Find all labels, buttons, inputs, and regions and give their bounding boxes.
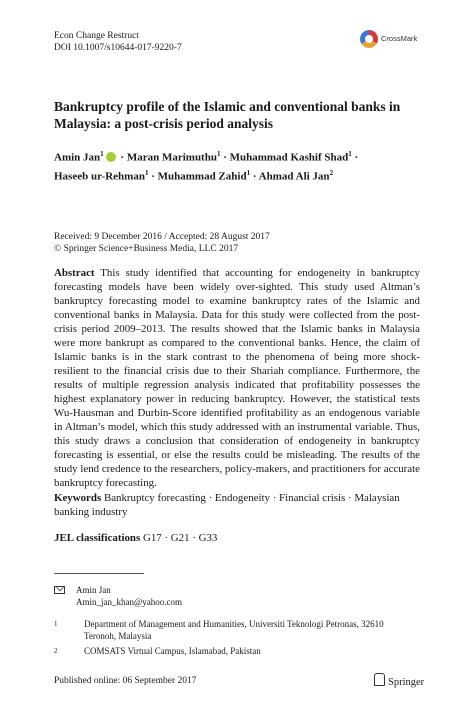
envelope-icon	[54, 586, 65, 594]
contact-email[interactable]: Amin_jan_khan@yahoo.com	[76, 597, 183, 607]
author-affil-sup: 2	[329, 168, 334, 177]
author-affil-sup: 1	[100, 150, 104, 158]
journal-name: Econ Change Restruct	[54, 31, 139, 41]
publisher-name: Springer	[388, 677, 425, 688]
abstract-text: This study identified that accounting for endogeneity in bankruptcy forecasting models have been widely over-sighted. This study used Altman’s bankruptcy forecasting model to examine bankruptcy rates of the Islamic and conventional banks in Malaysia. Data for this study were collected from the post-crisis period 2009–2013. The results showed that the Islamic banks in Malaysia were more bankrupt as compared to the conventional banks. Hence, the claim of Islamic banks is in the stark contrast to the phenomena of being more shock-resilient to the financial crisis due to their Shariah compliance. Furthermore, the results of multiple regression analysis indicated that profitability possesses the highest explanatory power in reducing bankruptcy. However, the statistical tests Wu-Hausman and Durbin-Score identified profitability as an endogenous variable in Altman’s model, which this study addressed with an instrumental variable. Thus, this study draws a conclusion that consideration of endogeneity in bankruptcy forecasting is essential, or else the results could be misleading. The results of the study lend credence to the researchers, policy-makers, and practitioners for accurate bankruptcy forecasting.	[54, 267, 420, 489]
author-name: Muhammad Kashif Shad	[229, 151, 349, 164]
springer-horse-icon	[374, 673, 385, 686]
author-name: Haseeb ur-Rehman	[54, 170, 145, 183]
author-name: Ahmad Ali Jan	[258, 170, 330, 183]
keywords-label: Keywords	[54, 492, 102, 504]
orcid-icon[interactable]	[106, 152, 116, 162]
crossmark-icon	[360, 30, 378, 48]
springer-logo	[374, 673, 424, 688]
author-name: Maran Marimuthu	[126, 151, 217, 164]
crossmark-label: CrossMark	[381, 34, 418, 43]
crossmark-badge[interactable]	[360, 30, 422, 52]
affiliation-2	[54, 645, 424, 659]
journal-header	[54, 30, 182, 54]
author-affil-sup: 1	[348, 150, 352, 158]
author-name: Amin Jan	[54, 151, 101, 164]
keywords-text: Bankruptcy forecasting · Endogeneity · Financial crisis · Malaysian banking industry	[54, 492, 400, 518]
author-affil-sup: 1	[216, 150, 221, 158]
jel-classifications	[54, 531, 420, 545]
affiliation-number: 2	[54, 647, 58, 655]
abstract	[54, 266, 420, 490]
author-list: Amin Jan$^1$ · Maran Marimuthu$^1$ · Muhammad Kashif Shad$^1$ · Haseeb ur-Rehman$^1$ · Muhammad Zahid$^1$ · Ahmad Ali Jan$^2$	[54, 150, 359, 183]
copyright: © Springer Science+Business Media, LLC 2017	[54, 244, 239, 254]
footnote-rule	[54, 573, 144, 574]
affiliation-text: COMSATS Virtual Campus, Islamabad, Pakistan	[84, 646, 261, 656]
dates-block	[54, 231, 424, 255]
author-name: Muhammad Zahid	[157, 170, 247, 183]
abstract-label: Abstract	[54, 267, 95, 279]
doi[interactable]: DOI 10.1007/s10644-017-9220-7	[54, 43, 182, 53]
affiliation-1	[54, 618, 424, 644]
author-affil-sup: 1	[246, 168, 251, 177]
published-online: Published online: 06 September 2017	[54, 676, 197, 686]
author-affil-sup: 1	[144, 168, 149, 177]
keywords	[54, 491, 420, 519]
jel-label: JEL classifications	[54, 532, 141, 544]
paper-title: Bankruptcy profile of the Islamic and conventional banks in Malaysia: a post-crisis period analysis	[54, 99, 401, 131]
received-accepted: Received: 9 December 2016 / Accepted: 28 August 2017	[54, 232, 270, 242]
affiliation-number: 1	[54, 620, 58, 628]
contact-name: Amin Jan	[76, 585, 111, 595]
affiliation-text: Department of Management and Humanities, Universiti Teknologi Petronas, 32610 Teronoh, Malaysia	[84, 619, 384, 641]
jel-text: G17 · G21 · G33	[142, 532, 218, 544]
